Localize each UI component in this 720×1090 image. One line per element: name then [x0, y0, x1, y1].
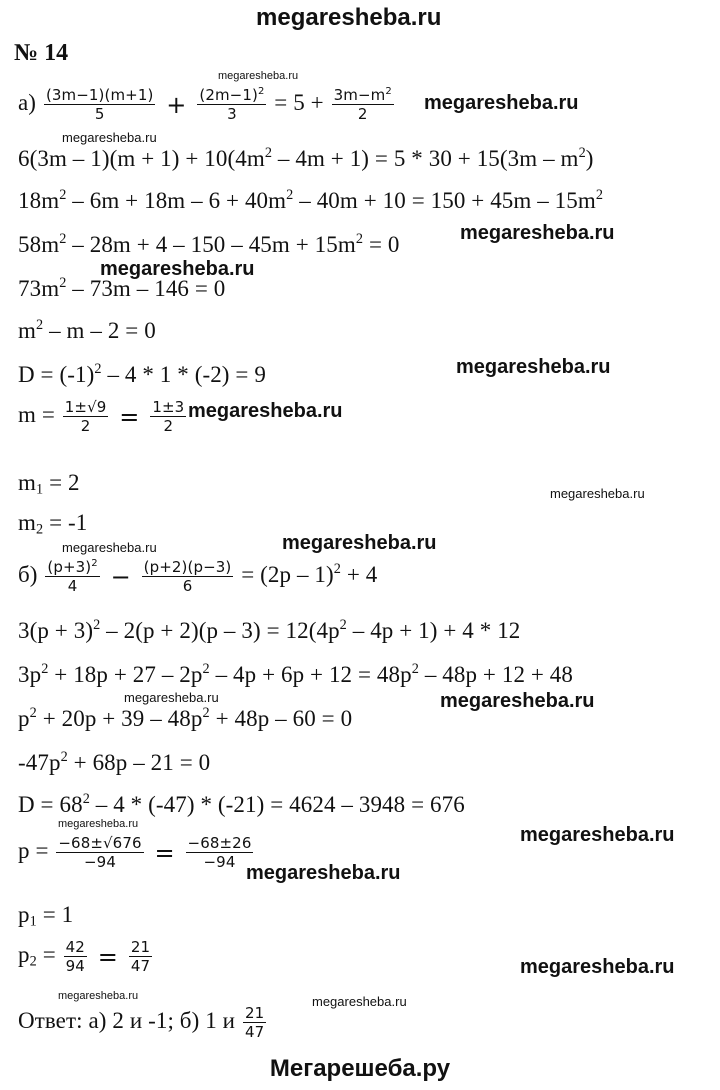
- watermark: megaresheba.ru: [312, 994, 407, 1009]
- b-label: б): [18, 561, 38, 587]
- site-header[interactable]: megaresheba.ru: [256, 4, 442, 31]
- watermark: megaresheba.ru: [62, 130, 157, 145]
- answer-line: Ответ: а) 2 и -1; б) 1 и $\frac{21}{47}$: [18, 1004, 265, 1041]
- b-equation: б) $\frac{(p+3)^2}{4}$ − $\frac{(p+2)(p-3)}{6}$ = (2p – 1)$^2$ + 4: [18, 557, 378, 595]
- b-line-9: $p_2$ = $\frac{42}{94}$ = $\frac{21}{47}$: [18, 938, 151, 975]
- b-line-8: $p_1 = 1$: [18, 902, 74, 930]
- b-line-4: $p^2 + 20p + 39 - 48p^2 + 48p - 60 = 0$: [18, 705, 353, 731]
- watermark: megaresheba.ru: [246, 862, 401, 884]
- watermark: megaresheba.ru: [124, 690, 219, 705]
- a-line-10: $m_2 = -1$: [18, 510, 88, 538]
- a-root-fraction-1: $\frac{1\pm√9}{2}$: [64, 398, 107, 435]
- watermark: megaresheba.ru: [218, 70, 299, 82]
- watermark: megaresheba.ru: [58, 818, 139, 830]
- a-line-9: $m_1 = 2$: [18, 470, 80, 498]
- watermark: megaresheba.ru: [520, 824, 675, 846]
- a-line-7: $D = (-1)^2 - 4 * 1 * (-2) = 9$: [18, 361, 266, 387]
- watermark: megaresheba.ru: [62, 540, 157, 555]
- a-fraction-1: $\frac{(3m-1)(m+1)}{5}$: [45, 86, 154, 123]
- a-fraction-2: $\frac{(2m-1)^2}{3}$: [199, 85, 265, 123]
- a-root-fraction-2: $\frac{1\pm 3}{2}$: [152, 398, 185, 435]
- b-line-7: p = $\frac{-68\pm√676}{-94}$ = $\frac{-68\pm 26}{-94}$: [18, 834, 252, 871]
- watermark: megaresheba.ru: [188, 400, 343, 422]
- a-line-6: $m^2 - m - 2 = 0$: [18, 317, 156, 343]
- b-root-fraction-2: $\frac{-68\pm 26}{-94}$: [187, 834, 252, 871]
- watermark: megaresheba.ru: [456, 356, 611, 378]
- answer-fraction: $\frac{21}{47}$: [244, 1004, 265, 1041]
- a-line-5: $73m^2 - 73m - 146 = 0$: [18, 275, 226, 301]
- b-fraction-2: $\frac{(p+2)(p-3)}{6}$: [143, 558, 232, 595]
- b-line-5: $-47p^2 + 68p - 21 = 0$: [18, 749, 211, 775]
- watermark: megaresheba.ru: [520, 956, 675, 978]
- task-number: № 14: [14, 40, 69, 66]
- site-footer[interactable]: Мегарешеба.ру: [269, 1055, 451, 1082]
- watermark: megaresheba.ru: [550, 486, 645, 501]
- watermark: megaresheba.ru: [440, 690, 595, 712]
- a-line-4: $58m^2 - 28m + 4 - 150 - 45m + 15m^2 = 0$: [18, 231, 400, 257]
- b-line-6: $D = 68^2 - 4 * (-47) * (-21) = 4624 - 3948 = 676$: [18, 791, 465, 817]
- b-p2-fraction-2: $\frac{21}{47}$: [130, 938, 151, 975]
- watermark: megaresheba.ru: [424, 92, 579, 114]
- watermark: megaresheba.ru: [100, 258, 255, 280]
- b-root-fraction-1: $\frac{-68\pm√676}{-94}$: [58, 834, 142, 871]
- a-label: а): [18, 89, 37, 115]
- b-line-3: $3p^2 + 18p + 27 - 2p^2 - 4p + 6p + 12 = 48p^2 - 48p + 12 + 48$: [18, 661, 574, 687]
- b-line-2: $3(p + 3)^2 - 2(p + 2)(p - 3) = 12(4p^2 - 4p + 1) + 4 * 12$: [18, 617, 521, 643]
- a-line-3: $18m^2 - 6m + 18m - 6 + 40m^2 - 40m + 10 = 150 + 45m - 15m^2$: [18, 187, 604, 213]
- b-p2-fraction-1: $\frac{42}{94}$: [65, 938, 85, 975]
- a-equation: а) $\frac{(3m-1)(m+1)}{5}$ + $\frac{(2m-1)^2}{3}$ = 5 + $\frac{3m-m^2}{2}$: [18, 85, 392, 123]
- watermark: megaresheba.ru: [460, 222, 615, 244]
- a-fraction-3: $\frac{3m-m^2}{2}$: [333, 85, 392, 123]
- watermark: megaresheba.ru: [282, 532, 437, 554]
- b-fraction-1: $\frac{(p+3)^2}{4}$: [47, 557, 98, 595]
- watermark: megaresheba.ru: [58, 990, 139, 1002]
- a-line-2: $6(3m - 1)(m + 1) + 10(4m^2 - 4m + 1) = 5 * 30 + 15(3m - m^2)$: [18, 145, 594, 171]
- a-line-8: m = $\frac{1\pm√9}{2}$ = $\frac{1\pm 3}{2}$: [18, 398, 185, 435]
